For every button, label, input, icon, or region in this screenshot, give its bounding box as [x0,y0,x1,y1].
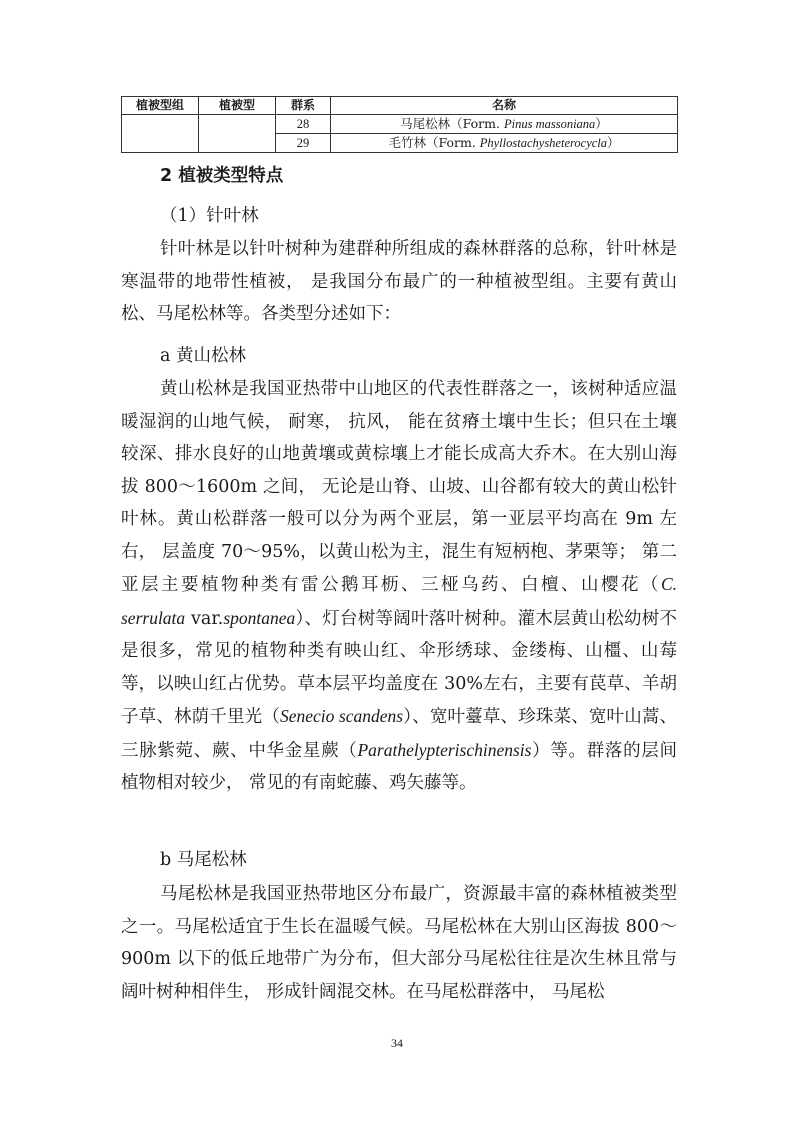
subheading-a: a 黄山松林 [160,346,246,366]
header-formation: 群系 [276,97,331,115]
header-name: 名称 [331,97,678,115]
subheading-b: b 马尾松林 [160,850,247,870]
name-suffix: ） [595,116,608,131]
intro-paragraph: 针叶林是以针叶树种为建群种所组成的森林群落的总称，针叶林是寒温带的地带性植被， 是我国分布最广的一种植被型组。主要有黄山松、马尾松林等。各类型分述如下： [121,239,677,324]
para-a-text-5: ）等。群落的层间植物相对较少， 常见的有南蛇藤、鸡矢藤等。 [121,740,678,793]
name-suffix: ） [607,135,620,150]
header-vegetation-type: 植被型 [199,97,276,115]
name-prefix: 马尾松林（Form. [400,116,504,131]
para-a-latin-4: Parathelypterischinensis [357,739,532,760]
para-a-text-4: ）、宽叶薹草、珍珠菜、宽叶山蒿、三脉紫菀、蕨、中华金星蕨（ [121,707,678,761]
name-latin: Pinus massoniana [503,117,596,131]
page-number: 34 [391,1036,403,1050]
paragraph-b: 马尾松林是我国亚热带地区分布最广，资源最丰富的森林植被类型之一。马尾松适宜于生长在温暖气候。马尾松林在大别山区海拔 800～900m 以下的低丘地带广为分布，但大部分马尾松往往是次生林且常与阔叶树种相伴生， 形成针阔混交林。在马尾松群落中， 马尾松 [121,884,677,1002]
header-vegetation-group: 植被型组 [122,97,199,115]
cell-formation-number: 28 [276,115,331,134]
section-title: 2 植被类型特点 [160,166,284,186]
para-a-text-3: ）、灯台树等阔叶落叶树种。灌木层黄山松幼树不是很多，常见的植物种类有映山红、伞形绣球、金缕梅、山橿、山莓等，以映山红占优势。草本层平均盖度在 30%左右，主要有苠草、羊胡子草、林荫千里光（ [121,608,677,727]
subsection-title: （1）针叶林 [160,206,259,226]
table-header-row [122,97,678,115]
vegetation-table [121,96,678,153]
cell-name [331,134,678,153]
para-a-latin-3: Senecio scandens [280,706,404,726]
para-a-latin-2: spontanea [223,607,296,628]
cell-vegetation-group [122,115,199,153]
table-row [122,115,678,134]
para-a-latin-1: C. serrulata [121,574,677,628]
cell-name [331,115,678,134]
cell-vegetation-type [199,115,276,153]
para-a-text-1: 黄山松林是我国亚热带中山地区的代表性群落之一，该树种适应温暖湿润的山地气候， 耐寒， 抗风， 能在贫瘠土壤中生长；但只在土壤较深、排水良好的山地黄壤或黄棕壤上才能长成高大乔木。在大别山海拔 800～1600m 之间， 无论是山脊、山坡、山谷都有较大的黄山松针叶林。黄山松群落一般可以分为两个亚层，第一亚层平均高在 9m 左右， 层盖度 70～95%，以黄山松为主，混生有短柄枹、茅栗等； 第二亚层主要植物种类有雷公鹅耳枥、三桠乌药、白檀、山樱花（ [121,379,677,595]
name-prefix: 毛竹林（Form. [388,135,480,150]
cell-formation-number: 29 [276,134,331,153]
paragraph-a [121,373,677,800]
name-latin: Phyllostachysheterocycla [479,136,608,150]
para-a-text-2: var. [185,608,224,629]
